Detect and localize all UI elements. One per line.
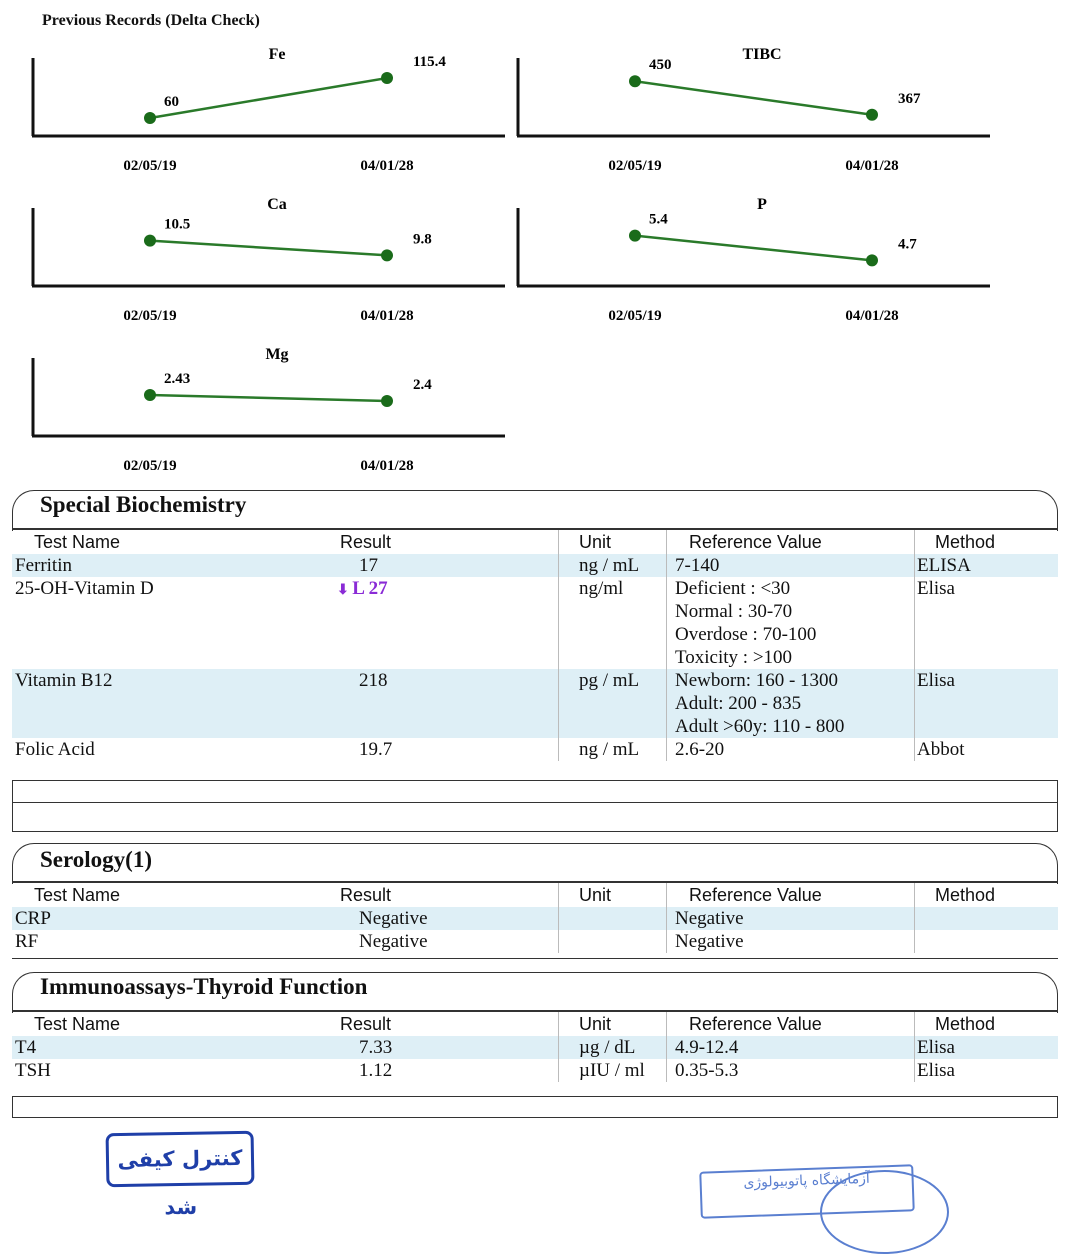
data-point [144, 235, 156, 247]
method-cell [915, 907, 1059, 930]
unit-cell: ng / mL [559, 738, 667, 761]
x-tick-label: 02/05/19 [123, 458, 177, 474]
table-row [12, 1059, 1058, 1082]
method-cell: ELISA [915, 554, 1059, 577]
reference-line: 2.6-20 [675, 739, 725, 760]
reference-line: Toxicity : >100 [675, 647, 793, 668]
chart-ca [32, 190, 507, 330]
reference-line: Normal : 30-70 [675, 601, 793, 622]
data-point [381, 249, 393, 261]
data-point [866, 254, 878, 266]
col-result: Result [337, 882, 559, 907]
reference-cell [667, 738, 915, 761]
reference-line: 0.35-5.3 [675, 1060, 739, 1081]
col-test-name: Test Name [12, 882, 337, 907]
test-name-cell: RF [15, 931, 39, 952]
data-point [381, 395, 393, 407]
x-tick-label: 02/05/19 [608, 158, 662, 174]
col-reference: Reference Value [667, 1011, 915, 1036]
method-cell: Elisa [915, 669, 1059, 738]
col-method: Method [915, 529, 1059, 554]
data-label: 2.43 [164, 371, 191, 388]
reference-line: Negative [675, 931, 744, 952]
reference-cell [667, 669, 915, 738]
table-row [12, 669, 1058, 738]
reference-line: Overdose : 70-100 [675, 624, 817, 645]
special-footer-frame [12, 780, 1058, 832]
section-title: Immunoassays-Thyroid Function [40, 974, 368, 999]
x-tick-label: 04/01/28 [360, 158, 414, 174]
lab-stamp: آزمایشگاه پاتوبیولوژی [699, 1164, 915, 1218]
data-label: 2.4 [413, 376, 432, 393]
series-line [150, 78, 387, 118]
data-point [629, 75, 641, 87]
table-row [12, 738, 1058, 761]
series-line [150, 395, 387, 401]
col-unit: Unit [559, 882, 667, 907]
reference-line: Adult: 200 - 835 [675, 693, 802, 714]
chart-mg [32, 340, 507, 480]
data-label: 4.7 [898, 236, 917, 253]
chart-title: TIBC [742, 46, 782, 63]
data-label: 60 [164, 94, 179, 110]
chart-fe [32, 40, 507, 180]
chart-title: Fe [268, 46, 286, 63]
reference-line: Negative [675, 908, 744, 929]
unit-cell: µIU / ml [559, 1059, 667, 1082]
data-label: 10.5 [164, 216, 191, 233]
unit-cell: ng/ml [559, 577, 667, 669]
chart-svg [517, 190, 992, 325]
lab-stamp-ring [820, 1170, 949, 1254]
reference-cell [667, 1059, 915, 1082]
x-tick-label: 02/05/19 [608, 308, 662, 324]
x-tick-label: 04/01/28 [845, 308, 899, 324]
data-point [629, 230, 641, 242]
thyroid-footer-frame [12, 1096, 1058, 1118]
method-cell: Elisa [915, 577, 1059, 669]
table-row [12, 907, 1058, 930]
data-point [381, 72, 393, 84]
data-label: 450 [649, 57, 672, 74]
chart-title: Mg [265, 346, 289, 363]
x-tick-label: 04/01/28 [360, 458, 414, 474]
table-row [12, 930, 1058, 953]
reference-cell [667, 577, 915, 669]
col-reference: Reference Value [667, 882, 915, 907]
col-test-name: Test Name [12, 529, 337, 554]
col-method: Method [915, 882, 1059, 907]
chart-title: Ca [267, 196, 287, 213]
chart-svg [32, 190, 507, 325]
chart-svg [32, 40, 507, 175]
x-tick-label: 02/05/19 [123, 308, 177, 324]
test-name-cell: CRP [12, 907, 337, 930]
result-cell: Negative [359, 931, 428, 952]
chart-svg [32, 340, 507, 475]
unit-cell [559, 930, 667, 953]
footer-divider [12, 802, 1058, 803]
test-name-cell: 25-OH-Vitamin D [15, 578, 154, 599]
series-line [635, 236, 872, 261]
data-label: 9.8 [413, 231, 432, 248]
unit-cell: pg / mL [559, 669, 667, 738]
unit-cell: µg / dL [559, 1036, 667, 1059]
method-cell: Elisa [915, 1059, 1059, 1082]
reference-line: Newborn: 160 - 1300 [675, 670, 839, 691]
col-result: Result [337, 1011, 559, 1036]
chart-tibc [517, 40, 992, 180]
reference-line: 7-140 [675, 555, 720, 576]
result-cell: 7.33 [337, 1036, 559, 1059]
section-title: Serology(1) [40, 847, 153, 872]
quality-control-stamp: کنترل کیفی شد [106, 1131, 255, 1188]
x-tick-label: 02/05/19 [123, 158, 177, 174]
reference-cell [667, 907, 915, 930]
result-cell: 17 [337, 554, 559, 577]
reference-line: Adult >60y: 110 - 800 [675, 716, 845, 737]
result-cell: 218 [337, 669, 559, 738]
col-test-name: Test Name [12, 1011, 337, 1036]
data-label: 115.4 [413, 54, 446, 70]
x-tick-label: 04/01/28 [360, 308, 414, 324]
result-cell [337, 577, 559, 669]
unit-cell: ng / mL [559, 554, 667, 577]
method-cell [915, 930, 1059, 953]
delta-check-header: Previous Records (Delta Check) [42, 12, 260, 29]
test-name-cell: T4 [12, 1036, 337, 1059]
serology-bottom [12, 958, 1058, 959]
data-point [144, 389, 156, 401]
reference-cell [667, 930, 915, 953]
reference-cell [667, 554, 915, 577]
table-row [12, 577, 1058, 669]
result-cell: 19.7 [359, 739, 393, 760]
serology-table [12, 881, 1058, 953]
unit-cell [559, 907, 667, 930]
flagged-result: L 27 [352, 578, 388, 599]
arrow-down-icon: ⬇ [337, 583, 353, 598]
table-row [12, 554, 1058, 577]
col-unit: Unit [559, 1011, 667, 1036]
method-cell: Abbot [915, 738, 1059, 761]
data-point [866, 109, 878, 121]
col-unit: Unit [559, 529, 667, 554]
chart-svg [517, 40, 992, 175]
col-result: Result [337, 529, 559, 554]
reference-line: Deficient : <30 [675, 578, 791, 599]
serology-section [12, 843, 1058, 961]
chart-title: P [757, 196, 767, 213]
reference-line: 4.9-12.4 [675, 1037, 739, 1058]
result-cell: 1.12 [359, 1060, 393, 1081]
reference-cell [667, 1036, 915, 1059]
data-label: 5.4 [649, 211, 668, 228]
data-point [144, 112, 156, 124]
series-line [150, 241, 387, 256]
col-method: Method [915, 1011, 1059, 1036]
method-cell: Elisa [915, 1036, 1059, 1059]
table-row [12, 1036, 1058, 1059]
data-label: 367 [898, 90, 921, 107]
test-name-cell: Folic Acid [15, 739, 95, 760]
chart-p [517, 190, 992, 330]
test-name-cell: TSH [15, 1060, 51, 1081]
special-table [12, 528, 1058, 761]
test-name-cell: Vitamin B12 [12, 669, 337, 738]
thyroid-table [12, 1010, 1058, 1082]
series-line [635, 81, 872, 115]
result-cell: Negative [337, 907, 559, 930]
test-name-cell: Ferritin [12, 554, 337, 577]
x-tick-label: 04/01/28 [845, 158, 899, 174]
col-reference: Reference Value [667, 529, 915, 554]
section-title: Special Biochemistry [40, 492, 247, 517]
